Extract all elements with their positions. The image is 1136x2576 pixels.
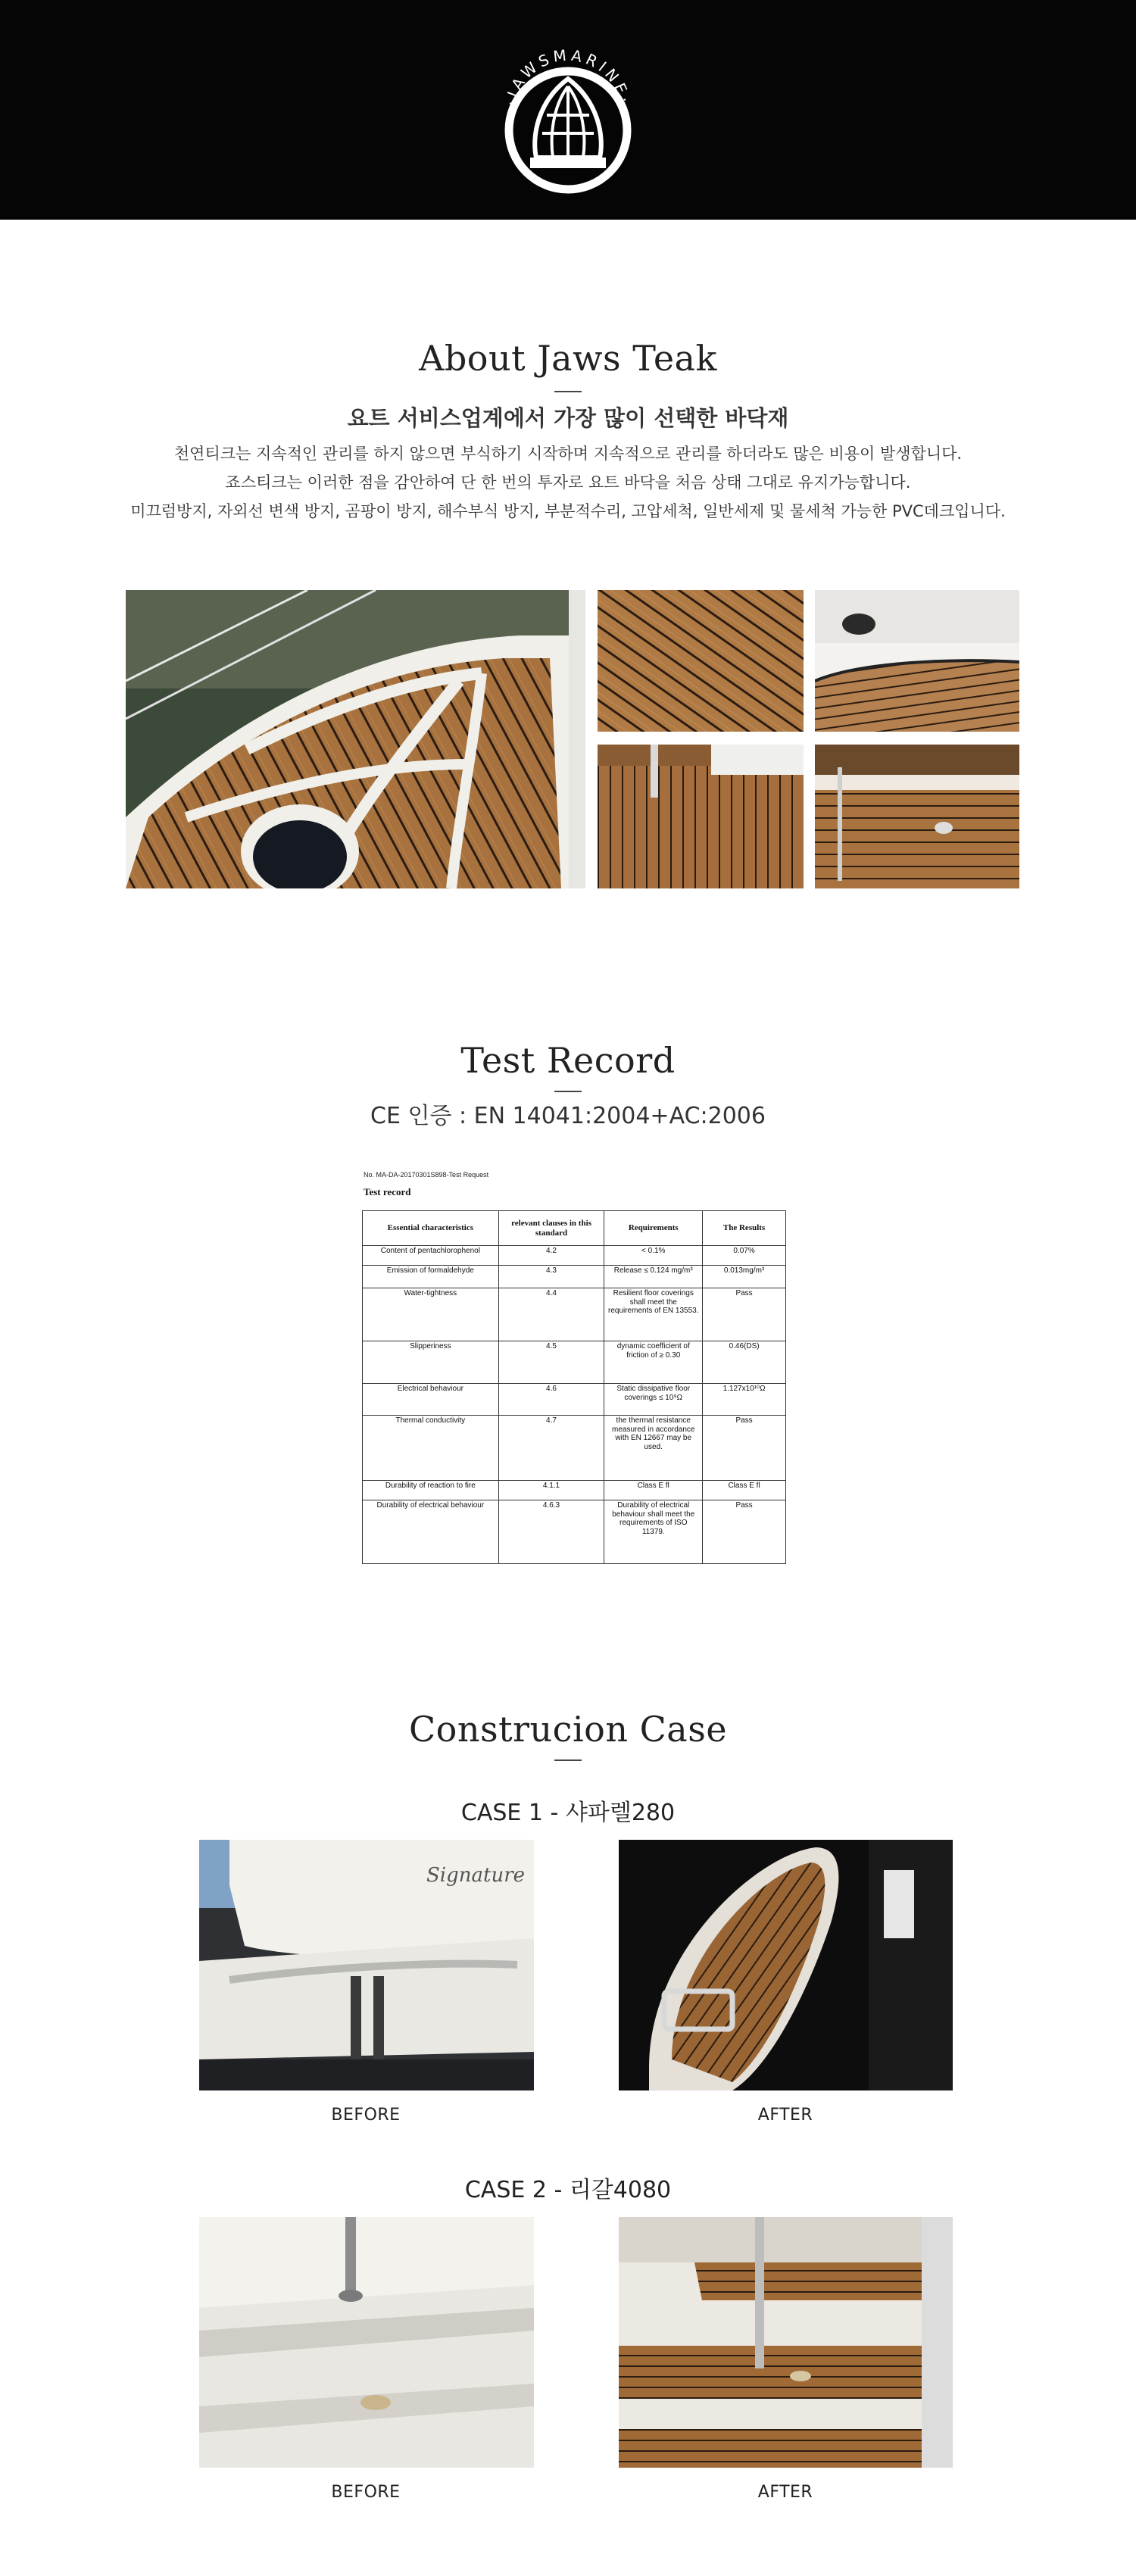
gallery-photo-deck-closeup [598,590,804,732]
gallery-photo-cockpit-floor [598,745,804,888]
table-row [363,1246,786,1266]
test-title-rule [554,1091,582,1092]
about-line-3: 미끄럼방지, 자외선 변색 방지, 곰팡이 방지, 해수부식 방지, 부분적수리, 고압세척, 일반세제 및 물세척 가능한 PVC데크입니다. [130,502,1006,520]
cell-clause: 4.5 [498,1341,604,1384]
test-record-table [362,1210,786,1564]
case-1-after-photo [619,1840,953,2090]
cell-result: 0.013mg/m³ [703,1266,786,1288]
cell-clause: 4.3 [498,1266,604,1288]
doc-number: No. MA-DA-20170301S898-Test Request [364,1171,489,1179]
cell-requirement: dynamic coefficient of friction of ≥ 0.30 [604,1341,703,1384]
cell-requirement: Static dissipative floor coverings ≤ 10⁹Ω [604,1384,703,1416]
test-record-document [356,1159,788,1568]
cell-characteristic: Water-tightness [363,1288,499,1341]
table-row [363,1500,786,1564]
cell-characteristic: Electrical behaviour [363,1384,499,1416]
cell-characteristic: Slipperiness [363,1341,499,1384]
cell-characteristic: Durability of electrical behaviour [363,1500,499,1564]
cell-clause: 4.1.1 [498,1481,604,1500]
cell-clause: 4.4 [498,1288,604,1341]
gallery-photo-bow-deck [126,590,585,888]
cell-result: 0.07% [703,1246,786,1266]
header-banner [0,0,1136,220]
cell-result: Pass [703,1288,786,1341]
jawsmarine-logo[interactable] [492,23,644,197]
table-row [363,1384,786,1416]
case-2-after-label: AFTER [757,2483,813,2502]
table-row [363,1416,786,1481]
case-1-before-photo [199,1840,534,2090]
case-2-before-label: BEFORE [331,2483,401,2502]
construction-title-rule [554,1759,582,1761]
case-1-after-label: AFTER [757,2106,813,2125]
cell-result: 1.127x10¹⁰Ω [703,1384,786,1416]
table-row [363,1266,786,1288]
table-row [363,1288,786,1341]
about-line-2: 죠스티크는 이러한 점을 감안하여 단 한 번의 투자로 요트 바닥을 처음 상태 그대로 유지가능합니다. [225,473,911,492]
doc-heading: Test record [364,1186,411,1197]
about-title-rule [554,391,582,392]
cell-result: Class E fl [703,1481,786,1500]
cell-requirement: Class E fl [604,1481,703,1500]
test-subtitle: CE 인증 : EN 14041:2004+AC:2006 [370,1103,766,1129]
cell-clause: 4.6 [498,1384,604,1416]
cell-requirement: Durability of electrical behaviour shall meet the requirements of ISO 11379. [604,1500,703,1564]
cell-result: Pass [703,1416,786,1481]
construction-title: Construcion Case [408,1709,728,1750]
th-characteristics: Essential characteristics [363,1211,499,1246]
cell-characteristic: Content of pentachlorophenol [363,1246,499,1266]
svg-text:·JAWSMARINE·: ·JAWSMARINE· [501,45,635,108]
about-title: About Jaws Teak [419,338,717,379]
case-2-title: CASE 2 - 리갈4080 [464,2177,672,2203]
cell-clause: 4.2 [498,1246,604,1266]
cell-characteristic: Durability of reaction to fire [363,1481,499,1500]
table-row [363,1481,786,1500]
test-title: Test Record [460,1040,676,1081]
cell-characteristic: Emission of formaldehyde [363,1266,499,1288]
case-1-title: CASE 1 - 샤파렐280 [460,1800,676,1826]
about-subtitle: 요트 서비스업계에서 가장 많이 선택한 바닥재 [347,405,789,431]
table-row [363,1341,786,1384]
cell-requirement: Release ≤ 0.124 mg/m³ [604,1266,703,1288]
cell-clause: 4.6.3 [498,1500,604,1564]
cell-requirement: Resilient floor coverings shall meet the requirements of EN 13553. [604,1288,703,1341]
cell-characteristic: Thermal conductivity [363,1416,499,1481]
gallery-photo-stern-deck [815,590,1019,732]
case-2-before-photo [199,2217,534,2468]
gallery-photo-swim-platform [815,745,1019,888]
th-clauses: relevant clauses in this standard [498,1211,604,1246]
th-requirements: Requirements [604,1211,703,1246]
cell-result: 0.46(DS) [703,1341,786,1384]
cell-clause: 4.7 [498,1416,604,1481]
cell-requirement: the thermal resistance measured in accordance with EN 12667 may be used. [604,1416,703,1481]
cell-result: Pass [703,1500,786,1564]
svg-text:Signature: Signature [426,1864,526,1887]
th-results: The Results [703,1211,786,1246]
case-1-before-label: BEFORE [331,2106,401,2125]
case-2-after-photo [619,2217,953,2468]
table-header-row [363,1211,786,1246]
about-line-1: 천연티크는 지속적인 관리를 하지 않으면 부식하기 시작하며 지속적으로 관리를 하더라도 많은 비용이 발생합니다. [173,445,963,463]
cell-requirement: < 0.1% [604,1246,703,1266]
